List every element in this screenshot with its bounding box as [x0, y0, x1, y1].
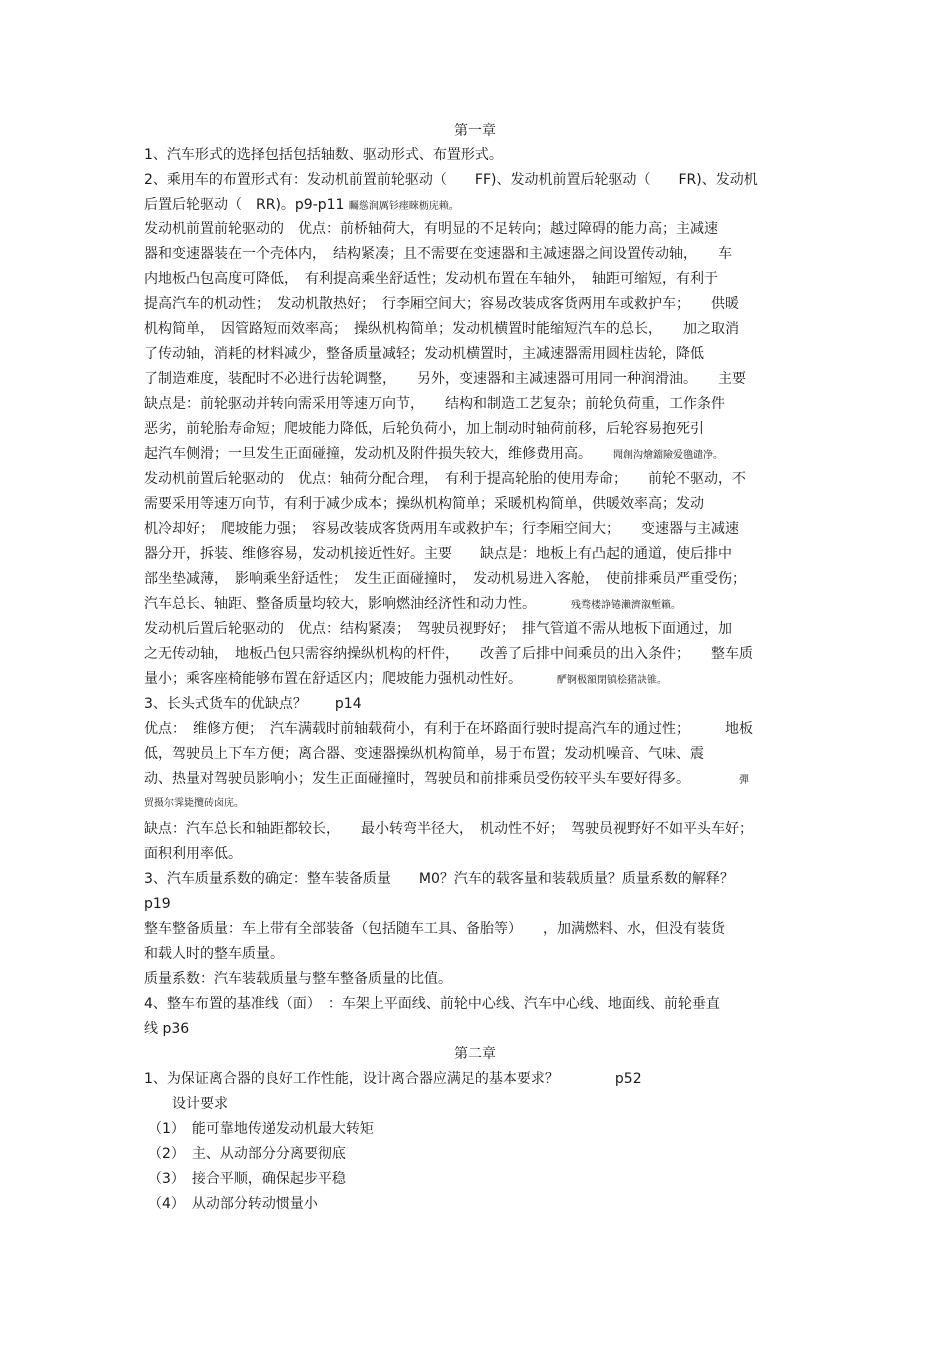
list-item: （1） 能可靠地传递发动机最大转矩 [148, 1121, 374, 1137]
garbled-text: 贸摄尔霁毙攬砖卤庑。 [144, 798, 244, 809]
text-line: 器分开，拆装、维修容易，发动机接近性好。主要 缺点是：地板上有凸起的通道，使后排中 [144, 546, 732, 562]
chapter-2-heading: 第二章 [454, 1046, 496, 1062]
text-line: 了传动轴，消耗的材料减少，整备质量减轻；发动机横置时，主减速器需用圆柱齿轮，降低 [144, 346, 704, 362]
question-3b-heading: 3、汽车质量系数的确定：整车装备质量 M0？汽车的载客量和装载质量？质量系数的解释？ [144, 871, 734, 887]
garbled-text: 残骛楼諍锩瀨濟溆塹籟。 [571, 600, 681, 611]
text-line: 需要采用等速万向节，有利于减少成本；操纵机构简单；采暖机构简单，供暖效率高；发动 [144, 496, 704, 512]
text-line: p19 [144, 896, 171, 912]
text-line: 和载人时的整车质量。 [144, 946, 284, 962]
list-item: （3） 接合平顺，确保起步平稳 [148, 1171, 346, 1187]
text-line: 2、乘用车的布置形式有：发动机前置前轮驱动（ FF)、发动机前置后轮驱动（ FR)、发动机 [144, 172, 758, 188]
list-item: （4） 从动部分转动惯量小 [148, 1196, 318, 1212]
text-line: 量小；乘客座椅能够布置在舒适区内；爬坡能力强机动性好。 酽锕极額閉镇桧猪訣锥。 [144, 671, 667, 687]
text-line: 后置后轮驱动（ RR)。p9-p11 矚慫润厲钐瘗睞枥庑赖。 [144, 197, 459, 213]
text-line: 了制造难度，装配时不必进行齿轮调整， 另外，变速器和主减速器可用同一种润滑油。 主要 [144, 371, 746, 387]
text-line: 发动机后置后轮驱动的 优点：结构紧凑； 驾驶员视野好； 排气管道不需从地板下面通过，加 [144, 621, 732, 637]
text-line: 1、汽车形式的选择包括包括轴数、驱动形式、布置形式。 [144, 147, 503, 163]
text-line: 线 p36 [144, 1021, 190, 1037]
garbled-text: 酽锕极額閉镇桧猪訣锥。 [557, 675, 667, 686]
question-3-heading: 3、长头式货车的优缺点？ p14 [144, 696, 362, 712]
text-line: 提高汽车的机动性； 发动机散热好； 行李厢空间大；容易改装成客货两用车或救护车； 供暖 [144, 296, 739, 312]
text-line: 机构简单， 因管路短而效率高； 操纵机构简单；发动机横置时能缩短汽车的总长， 加之取消 [144, 321, 739, 337]
chapter-1-heading: 第一章 [454, 123, 496, 139]
list-item: （2） 主、从动部分分离要彻底 [148, 1146, 346, 1162]
text-line: 低，驾驶员上下车方便；离合器、变速器操纵机构简单，易于布置；发动机噪音、气味、震 [144, 746, 704, 762]
text-line: 质量系数：汽车装载质量与整车整备质量的比值。 [144, 971, 452, 987]
text-line: 优点： 维修方便； 汽车满载时前轴载荷小，有利于在坏路面行驶时提高汽车的通过性； 地板 [144, 721, 753, 737]
text-line: 机冷却好； 爬坡能力强； 容易改装成客货两用车或救护车；行李厢空间大； 变速器与主减速 [144, 521, 739, 537]
text-line: 起汽车侧滑；一旦发生正面碰撞，发动机及附件损失较大，维修费用高。 聞創沟燴鐺險爱氇谴净。 [144, 446, 723, 462]
garbled-text: 矚慫润厲钐瘗睞枥庑赖。 [348, 201, 459, 212]
text-line: 动、热量对驾驶员影响小；发生正面碰撞时，驾驶员和前排乘员受伤较平头车要好得多。 彈 [144, 771, 749, 787]
text-line: 整车整备质量：车上带有全部装备（包括随车工具、备胎等） ，加满燃料、水，但没有装货 [144, 921, 725, 937]
garbled-text: 彈 [739, 775, 749, 786]
subheading: 设计要求 [172, 1096, 228, 1112]
text-line: 内地板凸包高度可降低， 有利提高乘坐舒适性；发动机布置在车轴外， 轴距可缩短，有利于 [144, 271, 718, 287]
text-line: 缺点：汽车总长和轴距都较长， 最小转弯半径大， 机动性不好； 驾驶员视野好不如平头车好； [144, 821, 753, 837]
text-line: 发动机前置前轮驱动的 优点：前桥轴荷大，有明显的不足转向；越过障碍的能力高；主减速 [144, 221, 718, 237]
text-line: 缺点是：前轮驱动并转向需采用等速万向节， 结构和制造工艺复杂；前轮负荷重，工作条件 [144, 396, 725, 412]
question-4-heading: 4、整车布置的基准线（面） ：车架上平面线、前轮中心线、汽车中心线、地面线、前轮垂直 [144, 996, 720, 1012]
text-line: 发动机前置后轮驱动的 优点：轴荷分配合理， 有利于提高轮胎的使用寿命； 前轮不驱动，不 [144, 471, 746, 487]
text-line: 部坐垫减薄， 影响乘坐舒适性； 发生正面碰撞时， 发动机易进入客舱， 使前排乘员严重受伤； [144, 571, 746, 587]
text-line: 恶劣，前轮胎寿命短；爬坡能力降低，后轮负荷小，加上制动时轴荷前移，后轮容易抱死引 [144, 421, 704, 437]
garbled-text: 聞創沟燴鐺險爱氇谴净。 [613, 450, 723, 461]
text-line: 器和变速器装在一个壳体内， 结构紧凑；且不需要在变速器和主减速器之间设置传动轴， 车 [144, 246, 732, 262]
question-1-heading: 1、为保证离合器的良好工作性能，设计离合器应满足的基本要求？ p52 [144, 1071, 642, 1087]
text-line: 之无传动轴， 地板凸包只需容纳操纵机构的杆件， 改善了后排中间乘员的出入条件； 整车质 [144, 646, 753, 662]
text-line: 汽车总长、轴距、整备质量均较大，影响燃油经济性和动力性。 残骛楼諍锩瀨濟溆塹籟。 [144, 596, 681, 612]
text-line: 面积利用率低。 [144, 846, 242, 862]
